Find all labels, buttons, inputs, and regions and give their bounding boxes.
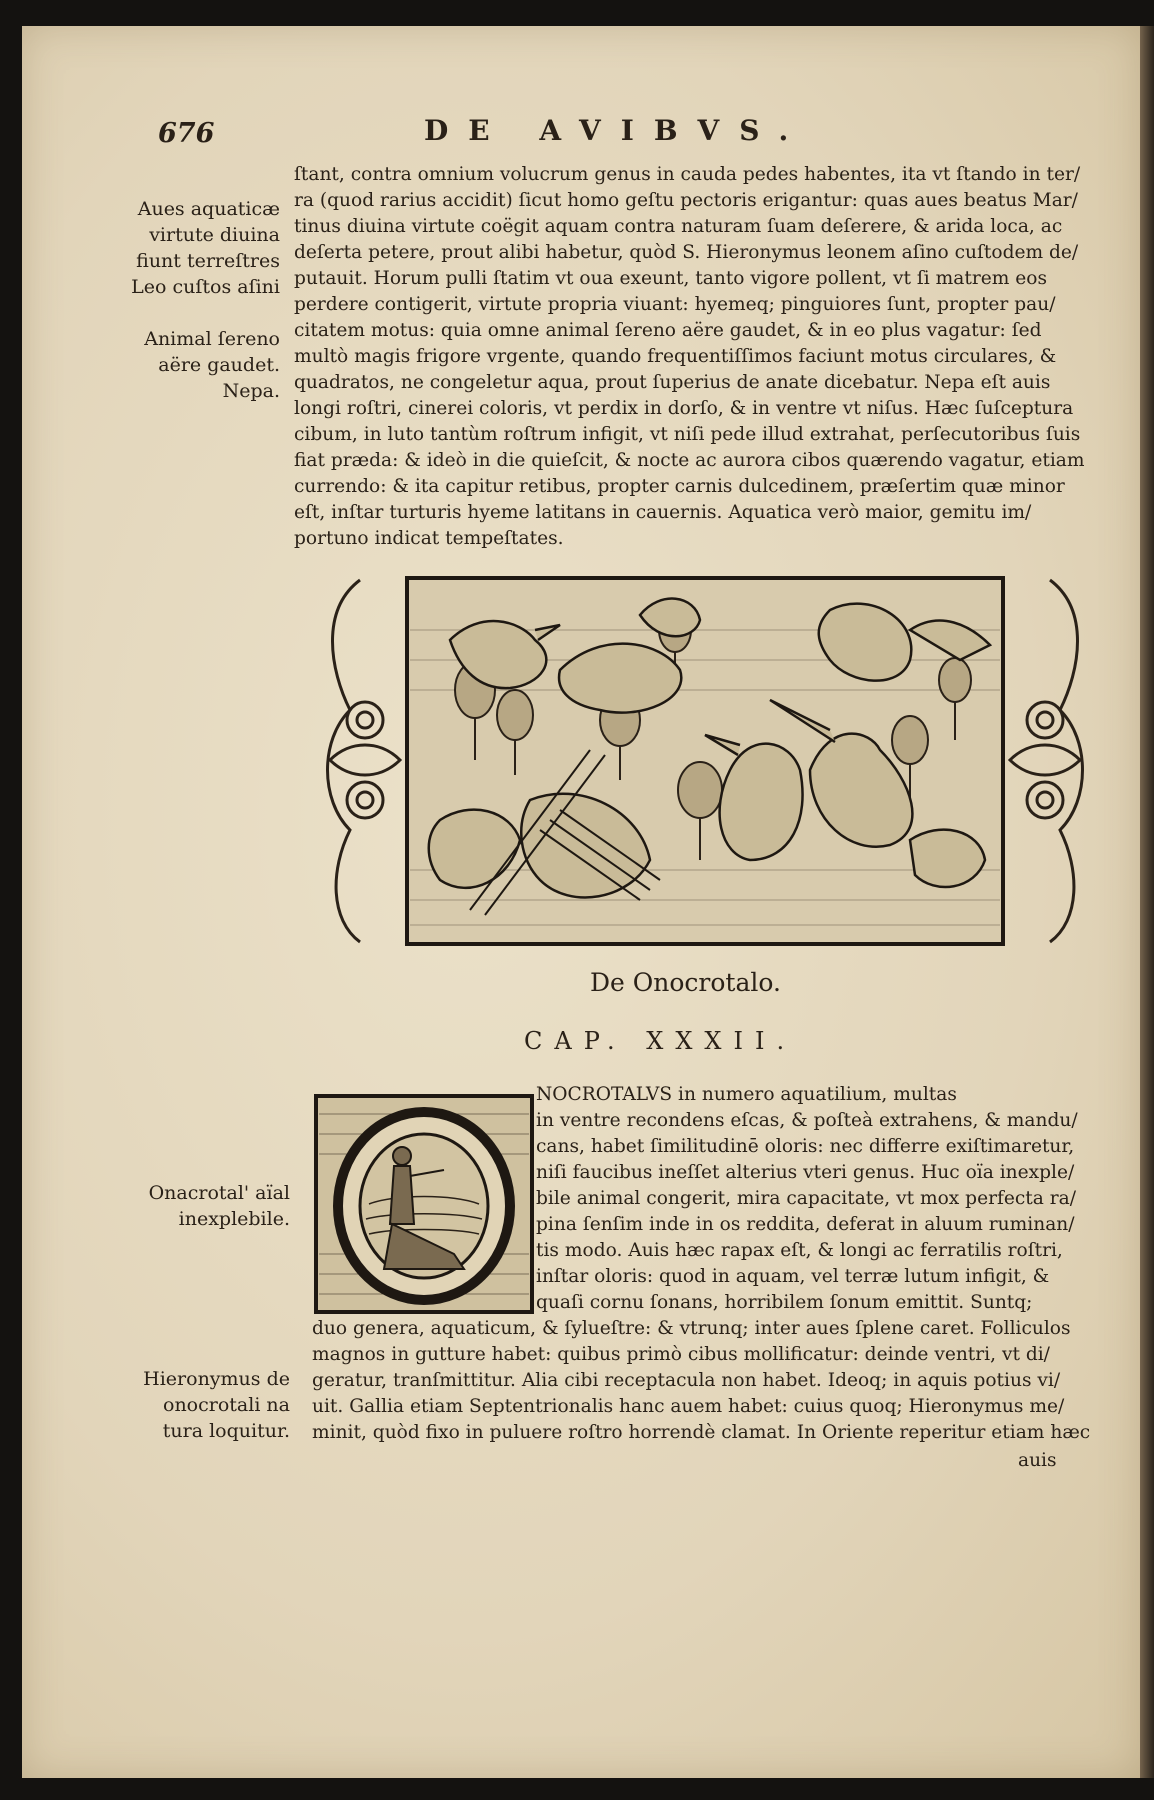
margin-note: Leo cuſtos aſini (131, 276, 280, 298)
text-line: fiat præda: & ideò in die quieſcit, & nocte ac aurora cibos quærendo vagatur, etiam (294, 450, 1085, 471)
text-line: cans, habet ſimilitudinē oloris: nec differre exiſtimaretur, (536, 1136, 1075, 1157)
margin-note: Hieronymus de (143, 1368, 290, 1390)
text-line: tis modo. Auis hæc rapax eſt, & longi ac ferratilis roſtri, (536, 1240, 1063, 1261)
margin-note: tura loquitur. (162, 1420, 290, 1442)
text-line: niſi faucibus ineſſet alterius vteri genus. Huc oïa inexple/ (536, 1162, 1075, 1183)
margin-note: fiunt terreſtres (136, 250, 280, 272)
text-line: inſtar oloris: quod in aquam, vel terræ lutum infigit, & (536, 1266, 1050, 1287)
text-line: deſerta petere, prout alibi habetur, quòd S. Hieronymus leonem aſino cuſtodem de/ (294, 242, 1079, 263)
text-line: citatem motus: quia omne animal ſereno aëre gaudet, & in eo plus vagatur: ſed (294, 320, 1042, 341)
woodcut-illustration (310, 570, 1100, 952)
text-line: uit. Gallia etiam Septentrionalis hanc auem habet: cuius quoq; Hieronymus me/ (312, 1396, 1065, 1417)
text-line: portuno indicat tempeſtates. (294, 528, 564, 549)
body-text-bottom (312, 1316, 1090, 1446)
text-line: longi roſtri, cinerei coloris, vt perdix in dorſo, & in ventre vt niſus. Hæc ſuſceptura (294, 398, 1074, 419)
text-line: minit, quòd fixo in puluere roſtro horrendè clamat. In Oriente reperitur etiam hæc (312, 1422, 1091, 1443)
text-line: putauit. Horum pulli ſtatim vt oua exeunt, tanto vigore pollent, vt ſi matrem eos (294, 268, 1047, 289)
text-line: currendo: & ita capitur retibus, propter carnis dulcedinem, præſertim quæ minor (294, 476, 1065, 497)
text-line: NOCROTALVS in numero aquatilium, multas (536, 1084, 957, 1105)
text-line: duo genera, aquaticum, & ſylueſtre: & vtrunq; inter aues ſplene caret. Folliculos (312, 1318, 1071, 1339)
running-head: DE AVIBVS. (424, 114, 809, 147)
text-line: in ventre recondens eſcas, & poſteà extrahens, & mandu/ (536, 1110, 1078, 1131)
text-line: pina ſenſim inde in os reddita, deferat in aluum ruminan/ (536, 1214, 1075, 1235)
margin-note: virtute diuina (149, 224, 280, 246)
margin-note: inexplebile. (178, 1208, 290, 1230)
text-line: cibum, in luto tantùm roſtrum infigit, vt niſi pede illud extrahat, perſecutoribus ſuis (294, 424, 1081, 445)
initial-letter-o-woodcut (314, 1094, 534, 1314)
margin-notes-top (100, 196, 280, 404)
body-text-top (294, 162, 1085, 552)
text-line: quadratos, ne congeletur aqua, prout ſuperius de anate dicebatur. Nepa eſt auis (294, 372, 1051, 393)
margin-note: Aues aquaticæ (137, 198, 280, 220)
text-line: perdere contigerit, virtute propria viuant: hyemeq; pinguiores ſunt, propter pau/ (294, 294, 1056, 315)
text-line: quaſi cornu ſonans, horribilem ſonum emittit. Suntq; (536, 1292, 1033, 1313)
margin-note: Nepa. (222, 380, 280, 402)
text-line: ra (quod rarius accidit) ſicut homo geſtu pectoris erigantur: quas aues beatus Mar/ (294, 190, 1078, 211)
text-line: ſtant, contra omnium volucrum genus in cauda pedes habentes, ita vt ſtando in ter/ (294, 164, 1081, 185)
page-number: 676 (158, 118, 215, 149)
margin-note (100, 300, 280, 326)
text-line: geratur, tranſmittitur. Alia cibi receptacula non habet. Ideoq; in aquis potius vi/ (312, 1370, 1061, 1391)
margin-note: Animal ſereno (144, 328, 280, 350)
catchword: auis (1018, 1450, 1057, 1471)
text-line: bile animal congerit, mira capacitate, vt mox perfecta ra/ (536, 1188, 1076, 1209)
text-line: tinus diuina virtute coëgit aquam contra naturam ſuam deſerere, & arida loca, ac (294, 216, 1063, 237)
text-line: eſt, inſtar turturis hyeme latitans in cauernis. Aquatica verò maior, gemitu im/ (294, 502, 1032, 523)
margin-note: aëre gaudet. (158, 354, 280, 376)
section-title: De Onocrotalo. (590, 968, 781, 997)
margin-notes-bottom-1 (100, 1180, 290, 1232)
margin-note: Onacrotal' aïal (148, 1182, 290, 1204)
text-line: magnos in gutture habet: quibus primò cibus mollificatur: deinde ventri, vt di/ (312, 1344, 1050, 1365)
chapter-heading: CAP. XXXII. (524, 1027, 797, 1055)
margin-note: onocrotali na (163, 1394, 290, 1416)
margin-notes-bottom-2 (100, 1366, 290, 1444)
text-line: multò magis frigore vrgente, quando frequentiſſimos faciunt motus circulares, & (294, 346, 1057, 367)
body-text-dropcap (536, 1082, 1078, 1316)
